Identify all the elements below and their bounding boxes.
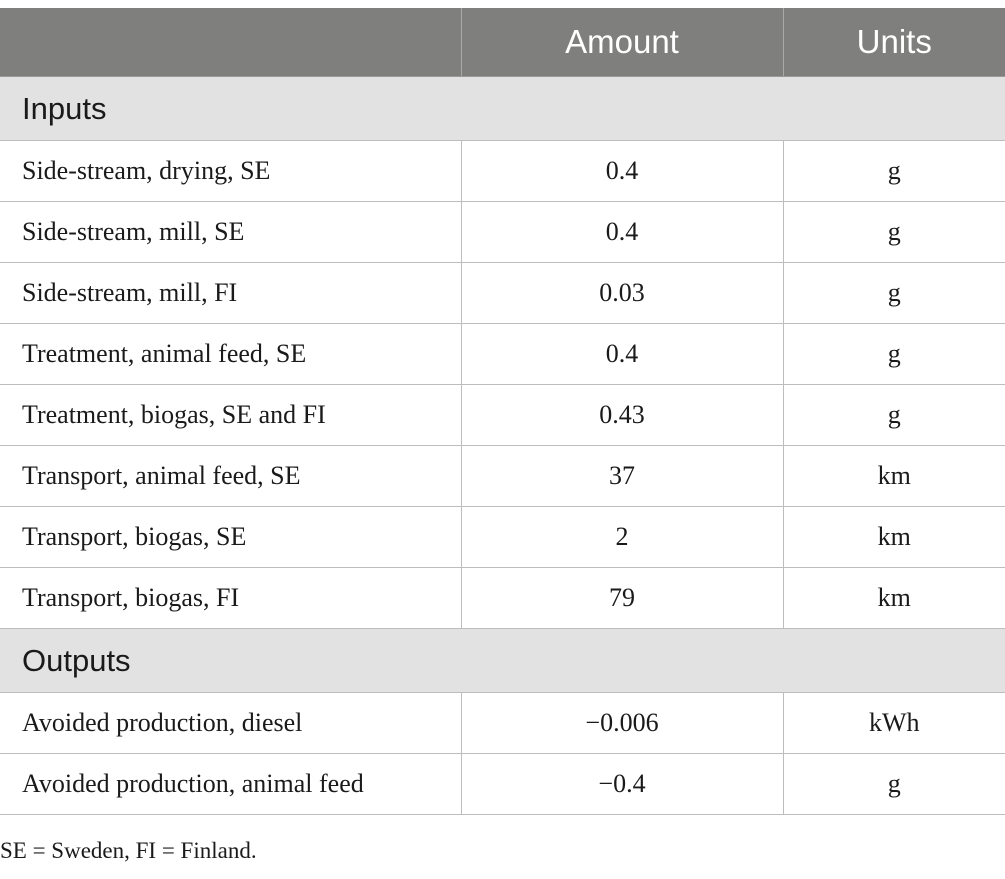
header-cell-units: Units <box>783 8 1005 77</box>
table-row <box>0 385 1005 446</box>
row-unit: g <box>783 385 1005 446</box>
row-label: Treatment, biogas, SE and FI <box>0 385 461 446</box>
table-row <box>0 693 1005 754</box>
row-amount: 37 <box>461 446 783 507</box>
row-label: Transport, animal feed, SE <box>0 446 461 507</box>
table-row <box>0 141 1005 202</box>
row-unit: g <box>783 754 1005 815</box>
table-row <box>0 754 1005 815</box>
row-label: Side-stream, mill, SE <box>0 202 461 263</box>
inventory-table <box>0 8 1005 815</box>
row-label: Avoided production, animal feed <box>0 754 461 815</box>
row-amount: 2 <box>461 507 783 568</box>
row-unit: g <box>783 324 1005 385</box>
section-title: Outputs <box>0 629 1005 693</box>
row-unit: g <box>783 263 1005 324</box>
table-row <box>0 263 1005 324</box>
row-unit: km <box>783 446 1005 507</box>
row-unit: km <box>783 507 1005 568</box>
row-amount: −0.006 <box>461 693 783 754</box>
header-row <box>0 8 1005 77</box>
header-cell-amount: Amount <box>461 8 783 77</box>
row-label: Transport, biogas, FI <box>0 568 461 629</box>
row-amount: 0.03 <box>461 263 783 324</box>
data-table-container <box>0 8 1005 815</box>
row-unit: kWh <box>783 693 1005 754</box>
table-row <box>0 507 1005 568</box>
table-row <box>0 568 1005 629</box>
row-amount: 0.4 <box>461 324 783 385</box>
table-row <box>0 324 1005 385</box>
table-footnote: SE = Sweden, FI = Finland. <box>0 838 257 863</box>
row-amount: 0.4 <box>461 202 783 263</box>
section-row-inputs <box>0 77 1005 141</box>
header-cell-label <box>0 8 461 77</box>
section-row-outputs <box>0 629 1005 693</box>
row-amount: 0.4 <box>461 141 783 202</box>
row-label: Side-stream, drying, SE <box>0 141 461 202</box>
table-row <box>0 202 1005 263</box>
row-label: Side-stream, mill, FI <box>0 263 461 324</box>
row-unit: g <box>783 202 1005 263</box>
row-amount: 79 <box>461 568 783 629</box>
row-amount: 0.43 <box>461 385 783 446</box>
row-label: Treatment, animal feed, SE <box>0 324 461 385</box>
row-label: Avoided production, diesel <box>0 693 461 754</box>
row-unit: km <box>783 568 1005 629</box>
row-amount: −0.4 <box>461 754 783 815</box>
row-label: Transport, biogas, SE <box>0 507 461 568</box>
section-title: Inputs <box>0 77 1005 141</box>
row-unit: g <box>783 141 1005 202</box>
table-row <box>0 446 1005 507</box>
